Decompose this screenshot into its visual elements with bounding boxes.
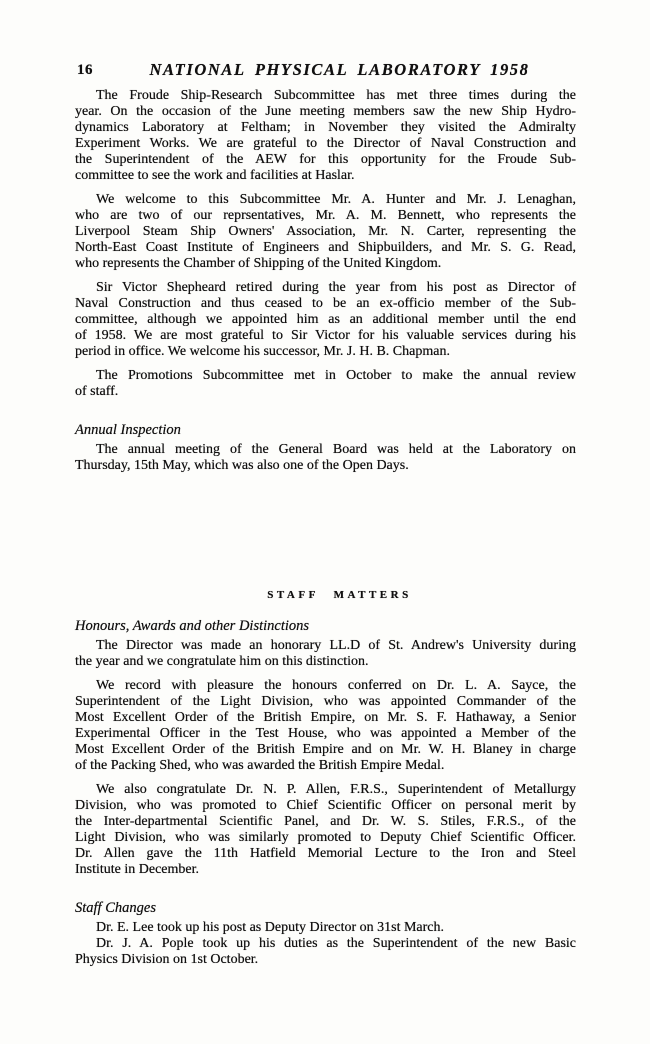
- text-line: Superintendent of the Light Division, who was appointed Commander of the: [75, 694, 576, 709]
- paragraph: [75, 88, 576, 184]
- text-line: Dr. Allen gave the 11th Hatfield Memorial Lecture to the Iron and Steel: [75, 846, 576, 861]
- text-line: period in office. We welcome his successor, Mr. J. H. B. Chapman.: [75, 344, 450, 359]
- paragraph: [75, 678, 576, 774]
- text-line: Division, who was promoted to Chief Scientific Officer on personal merit by: [75, 798, 576, 813]
- paragraph: [75, 368, 576, 400]
- text-line: who are two of our reprsentatives, Mr. A. M. Bennett, who represents the: [75, 208, 576, 223]
- text-line: Dr. J. A. Pople took up his duties as the Superintendent of the new Basic: [96, 936, 576, 951]
- text-line: Dr. E. Lee took up his post as Deputy Director on 31st March.: [96, 920, 444, 935]
- text-line: Most Excellent Order of the British Empire and on Mr. W. H. Blaney in charge: [75, 742, 576, 757]
- running-title: NATIONAL PHYSICAL LABORATORY 1958: [149, 60, 530, 79]
- text-line: The Froude Ship-Research Subcommittee has met three times during the: [96, 88, 576, 103]
- text-line: the Superintendent of the AEW for this opportunity for the Froude Sub-: [75, 152, 576, 167]
- text-line: Most Excellent Order of the British Empire, on Mr. S. F. Hathaway, a Senior: [75, 710, 576, 725]
- text-line: dynamics Laboratory at Feltham; in November they visited the Admiralty: [75, 120, 576, 135]
- text-line: of 1958. We are most grateful to Sir Victor for his valuable services during his: [75, 328, 576, 343]
- paragraph: [75, 782, 576, 878]
- document-body: [75, 88, 576, 968]
- text-line: Light Division, who was similarly promoted to Deputy Chief Scientific Officer.: [75, 830, 576, 845]
- text-line: Experiment Works. We are grateful to the Director of Naval Construction and: [75, 136, 576, 151]
- text-line: The annual meeting of the General Board was held at the Laboratory on: [96, 442, 576, 457]
- text-line: We record with pleasure the honours conferred on Dr. L. A. Sayce, the: [96, 678, 576, 693]
- subheading: Annual Inspection: [75, 422, 181, 438]
- subheading: Honours, Awards and other Distinctions: [75, 618, 310, 634]
- paragraph: [75, 192, 576, 272]
- text-line: Naval Construction and thus ceased to be an ex-officio member of the Sub-: [75, 296, 576, 311]
- paragraph: [75, 442, 576, 474]
- text-line: North-East Coast Institute of Engineers and Shipbuilders, and Mr. S. G. Read,: [75, 240, 576, 255]
- text-line: Thursday, 15th May, which was also one of the Open Days.: [75, 458, 409, 473]
- paragraph: [75, 936, 576, 968]
- text-line: We welcome to this Subcommittee Mr. A. Hunter and Mr. J. Lenaghan,: [96, 192, 576, 207]
- text-line: Sir Victor Shepheard retired during the year from his post as Director of: [96, 280, 576, 295]
- text-line: who represents the Chamber of Shipping of the United Kingdom.: [75, 256, 442, 271]
- text-line: of the Packing Shed, who was awarded the British Empire Medal.: [75, 758, 445, 773]
- paragraph: [75, 920, 576, 936]
- text-line: the Inter-departmental Scientific Panel, and Dr. W. S. Stiles, F.R.S., of the: [75, 814, 576, 829]
- text-line: We also congratulate Dr. N. P. Allen, F.R.S., Superintendent of Metallurgy: [96, 782, 576, 797]
- text-line: of staff.: [75, 384, 119, 399]
- text-line: year. On the occasion of the June meeting members saw the new Ship Hydro-: [75, 104, 576, 119]
- text-line: The Promotions Subcommittee met in October to make the annual review: [96, 368, 576, 383]
- page-header: [75, 60, 576, 78]
- text-line: Physics Division on 1st October.: [75, 952, 259, 967]
- text-line: The Director was made an honorary LL.D of St. Andrew's University during: [96, 638, 576, 653]
- paragraph: [75, 638, 576, 670]
- text-line: committee, although we appointed him as an additional member until the end: [75, 312, 576, 327]
- section-heading: STAFF MATTERS: [267, 589, 412, 601]
- subheading: Staff Changes: [75, 900, 156, 916]
- text-line: Experimental Officer in the Test House, who was appointed a Member of the: [75, 726, 576, 741]
- page-number: 16: [77, 62, 93, 78]
- text-line: the year and we congratulate him on this distinction.: [75, 654, 369, 669]
- text-line: Liverpool Steam Ship Owners' Association, Mr. N. Carter, representing the: [75, 224, 576, 239]
- text-line: committee to see the work and facilities at Haslar.: [75, 168, 355, 183]
- paragraph: [75, 280, 576, 360]
- text-line: Institute in December.: [75, 862, 200, 877]
